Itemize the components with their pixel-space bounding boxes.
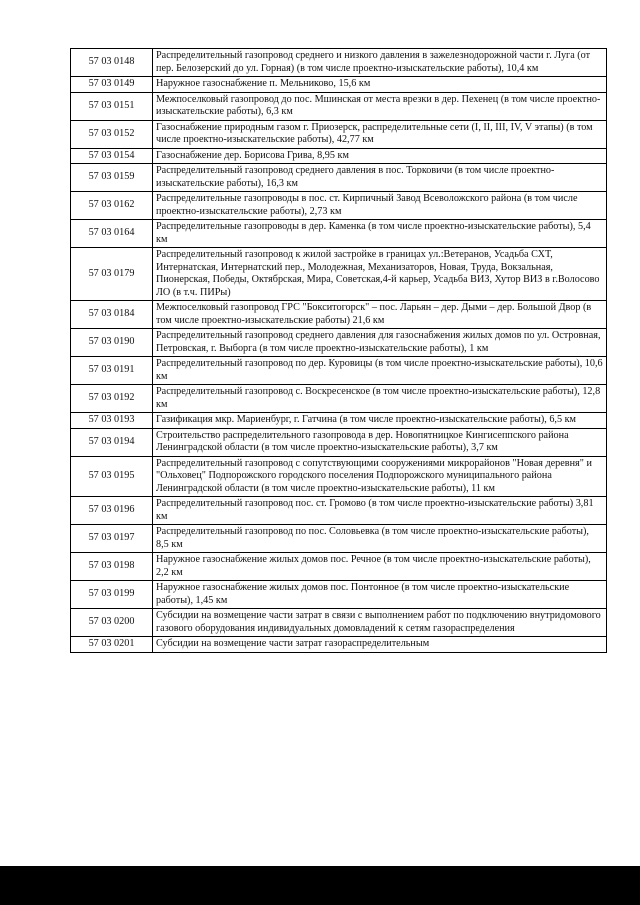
row-code: 57 03 0154 — [71, 149, 153, 164]
row-description: Распределительные газопроводы в пос. ст. Кирпичный Завод Всеволожского района (в том числе проектно-изыскательские работы), 2,73 км — [153, 192, 607, 219]
row-description: Субсидии на возмещение части затрат газораспределительным — [153, 637, 607, 652]
row-code: 57 03 0159 — [71, 164, 153, 191]
table-row — [71, 248, 607, 301]
row-description: Субсидии на возмещение части затрат в связи с выполнением работ по подключению внутридомового газового оборудования индивидуальных домовладений к сетям газораспределения — [153, 609, 607, 636]
row-description: Газоснабжение природным газом г. Приозерск, распределительные сети (I, II, III, IV, V этапы) (в том числе проектно-изыскательские работы), 42,77 км — [153, 121, 607, 148]
row-description: Наружное газоснабжение жилых домов пос. Понтонное (в том числе проектно-изыскательские работы), 1,45 км — [153, 581, 607, 608]
table-row — [71, 329, 607, 357]
table-row — [71, 357, 607, 385]
row-code: 57 03 0194 — [71, 429, 153, 456]
row-description: Газификация мкр. Мариенбург, г. Гатчина (в том числе проектно-изыскательские работы), 6,5 км — [153, 413, 607, 428]
row-description: Наружное газоснабжение жилых домов пос. Речное (в том числе проектно-изыскательские работы), 2,2 км — [153, 553, 607, 580]
row-code: 57 03 0198 — [71, 553, 153, 580]
table-row — [71, 49, 607, 77]
table-row — [71, 637, 607, 653]
table-row — [71, 77, 607, 93]
table-row — [71, 457, 607, 498]
row-code: 57 03 0152 — [71, 121, 153, 148]
row-code: 57 03 0151 — [71, 93, 153, 120]
row-code: 57 03 0164 — [71, 220, 153, 247]
table-row — [71, 385, 607, 413]
row-code: 57 03 0192 — [71, 385, 153, 412]
row-description: Распределительный газопровод по дер. Куровицы (в том числе проектно-изыскательские работы), 10,6 км — [153, 357, 607, 384]
row-description: Распределительный газопровод с сопутствующими сооружениями микрорайонов "Новая деревня" и "Ольховец" Подпорожского городского поселения Подпорожского муниципального района Ленинградской области (в том числе проектно-изыскательские работы), 11 км — [153, 457, 607, 497]
row-description: Распределительный газопровод среднего давления для газоснабжения жилых домов по ул. Островная, Петровская, г. Выборга (в том числе проектно-изыскательские работы), 1 км — [153, 329, 607, 356]
row-description: Межпоселковый газопровод до пос. Мшинская от места врезки в дер. Пехенец (в том числе проектно-изыскательские работы), 6,3 км — [153, 93, 607, 120]
scan-bottom-edge — [0, 866, 640, 905]
row-code: 57 03 0149 — [71, 77, 153, 92]
table-row — [71, 553, 607, 581]
row-code: 57 03 0148 — [71, 49, 153, 76]
table-row — [71, 429, 607, 457]
row-description: Распределительные газопроводы в дер. Каменка (в том числе проектно-изыскательские работы), 5,4 км — [153, 220, 607, 247]
table-row — [71, 93, 607, 121]
row-description: Распределительный газопровод среднего и низкого давления в зажелезнодорожной части г. Луга (от пер. Белозерский до ул. Горная) (в том числе проектно-изыскательские работы), 10,4 км — [153, 49, 607, 76]
table-row — [71, 220, 607, 248]
row-code: 57 03 0199 — [71, 581, 153, 608]
table-row — [71, 192, 607, 220]
table-row — [71, 121, 607, 149]
row-description: Газоснабжение дер. Борисова Грива, 8,95 км — [153, 149, 607, 164]
table-row — [71, 525, 607, 553]
row-description: Распределительный газопровод с. Воскресенское (в том числе проектно-изыскательские работы), 12,8 км — [153, 385, 607, 412]
table-row — [71, 581, 607, 609]
row-description: Распределительный газопровод среднего давления в пос. Торковичи (в том числе проектно-изыскательские работы), 16,3 км — [153, 164, 607, 191]
row-description: Наружное газоснабжение п. Мельниково, 15,6 км — [153, 77, 607, 92]
table-row — [71, 149, 607, 165]
row-code: 57 03 0197 — [71, 525, 153, 552]
row-code: 57 03 0196 — [71, 497, 153, 524]
table-row — [71, 301, 607, 329]
table-row — [71, 164, 607, 192]
row-code: 57 03 0179 — [71, 248, 153, 300]
budget-code-table — [70, 48, 607, 653]
table-row — [71, 497, 607, 525]
row-code: 57 03 0162 — [71, 192, 153, 219]
row-code: 57 03 0195 — [71, 457, 153, 497]
row-description: Межпоселковый газопровод ГРС "Бокситогорск" – пос. Ларьян – дер. Дыми – дер. Большой Двор (в том числе проектно-изыскательские работы) 21,6 км — [153, 301, 607, 328]
row-code: 57 03 0191 — [71, 357, 153, 384]
row-description: Распределительный газопровод пос. ст. Громово (в том числе проектно-изыскательские работы) 3,81 км — [153, 497, 607, 524]
row-code: 57 03 0190 — [71, 329, 153, 356]
row-code: 57 03 0200 — [71, 609, 153, 636]
row-description: Распределительный газопровод к жилой застройке в границах ул.:Ветеранов, Усадьба СХТ, Интернатская, Интернатский пер., Молодежная, Механизаторов, Новая, Труда, Вокзальная, Пионерская, Победы, Октябрская, Мира, Советская,4-й карьер, Усадьба ВИЗ, Хутор ВИЗ в г.Волосово ЛО (в т.ч. ПИРы) — [153, 248, 607, 300]
row-code: 57 03 0193 — [71, 413, 153, 428]
row-code: 57 03 0184 — [71, 301, 153, 328]
row-description: Строительство распределительного газопровода в дер. Новопятницкое Кингисеппского района Ленинградской области (в том числе проектно-изыскательские работы), 3,7 км — [153, 429, 607, 456]
table-row — [71, 413, 607, 429]
row-description: Распределительный газопровод по пос. Соловьевка (в том числе проектно-изыскательские работы), 8,5 км — [153, 525, 607, 552]
table-row — [71, 609, 607, 637]
row-code: 57 03 0201 — [71, 637, 153, 652]
